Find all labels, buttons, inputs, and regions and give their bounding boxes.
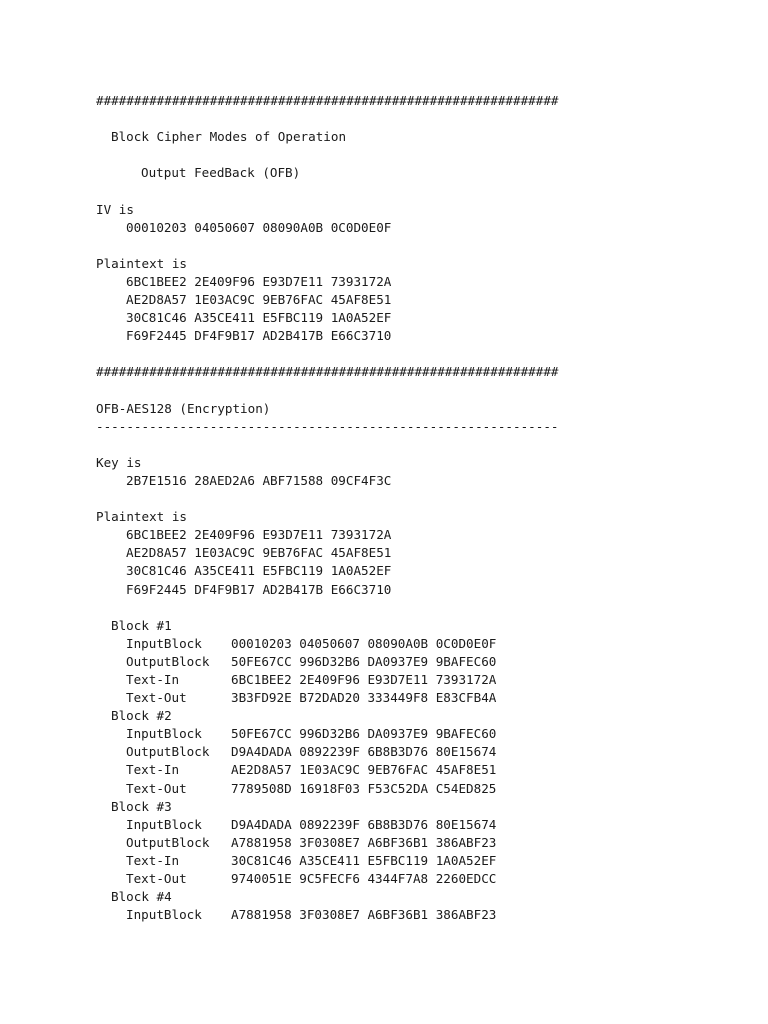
block-row-value: 6BC1BEE2 2E409F96 E93D7E11 7393172A [231,672,497,687]
block-row [96,816,736,834]
block-row [96,671,736,689]
block-row-label: Text-Out [126,690,187,706]
block-row [96,834,736,852]
block-title: Block #2 [111,708,172,724]
spacer [96,436,736,454]
block-row-value: A7881958 3F0308E7 A6BF36B1 386ABF23 [231,907,497,923]
block-row [96,761,736,779]
iv-value: 00010203 04050607 08090A0B 0C0D0E0F [126,219,392,235]
block-row-value: AE2D8A57 1E03AC9C 9EB76FAC 45AF8E51 [231,762,497,778]
block-row-label: InputBlock [126,816,202,832]
spacer [96,146,736,164]
block-row-value: 00010203 04050607 08090A0B 0C0D0E0F [231,635,497,651]
hash-separator: ############################################################# [96,364,559,380]
block-row-label: Text-In [126,852,180,868]
block-row-label: Text-Out [126,780,187,796]
block-row [96,635,736,653]
block-row-value: D9A4DADA 0892239F 6B8B3D76 80E15674 [231,816,497,832]
block-row [96,906,736,924]
plaintext-line: 30C81C46 A35CE411 E5FBC119 1A0A52EF [126,310,392,326]
document-title: Block Cipher Modes of Operation [111,129,347,145]
section-title: OFB-AES128 (Encryption) [96,400,271,416]
block-row-label: Text-Out [126,871,187,887]
section-plaintext-line: 30C81C46 A35CE411 E5FBC119 1A0A52EF [126,563,392,579]
block-row-label: InputBlock [126,907,202,923]
block-title: Block #4 [111,889,172,905]
spacer [96,237,736,255]
block-row-label: OutputBlock [126,653,210,669]
block-row [96,743,736,761]
hash-separator: ############################################################# [96,93,559,108]
block-row-value: 3B3FD92E B72DAD20 333449F8 E83CFB4A [231,690,497,706]
block-row [96,689,736,707]
plaintext-label: Plaintext is [96,255,187,271]
block-row-label: InputBlock [126,635,202,651]
section-plaintext-line: F69F2445 DF4F9B17 AD2B417B E66C3710 [126,581,392,597]
block-row-label: OutputBlock [126,834,210,850]
block-row-value: 9740051E 9C5FECF6 4344F7A8 2260EDCC [231,871,497,887]
block-row-value: 30C81C46 A35CE411 E5FBC119 1A0A52EF [231,852,497,868]
spacer [96,382,736,400]
spacer [96,110,736,128]
spacer [96,345,736,363]
dash-separator: ------------------------------------------------------------- [96,418,559,434]
spacer [96,490,736,508]
block-row-value: 50FE67CC 996D32B6 DA0937E9 9BAFEC60 [231,726,497,742]
mode-subtitle: Output FeedBack (OFB) [141,165,301,181]
block-title: Block #3 [111,798,172,814]
block-row-value: 7789508D 16918F03 F53C52DA C54ED825 [231,780,497,796]
block-title: Block #1 [111,617,172,633]
block-row-label: Text-In [126,672,180,687]
plaintext-line: F69F2445 DF4F9B17 AD2B417B E66C3710 [126,328,392,344]
plaintext-line: AE2D8A57 1E03AC9C 9EB76FAC 45AF8E51 [126,292,392,308]
iv-label: IV is [96,201,134,217]
block-row [96,653,736,671]
block-row [96,725,736,743]
block-row-label: OutputBlock [126,744,210,760]
block-row [96,852,736,870]
section-plaintext-line: AE2D8A57 1E03AC9C 9EB76FAC 45AF8E51 [126,545,392,561]
block-row-value: A7881958 3F0308E7 A6BF36B1 386ABF23 [231,834,497,850]
spacer [96,182,736,200]
block-row-value: 50FE67CC 996D32B6 DA0937E9 9BAFEC60 [231,653,497,669]
block-row-value: D9A4DADA 0892239F 6B8B3D76 80E15674 [231,744,497,760]
block-row-label: Text-In [126,762,180,778]
spacer [96,599,736,617]
block-row [96,780,736,798]
section-plaintext-line: 6BC1BEE2 2E409F96 E93D7E11 7393172A [126,527,392,543]
block-row [96,870,736,888]
key-value: 2B7E1516 28AED2A6 ABF71588 09CF4F3C [126,472,392,488]
key-label: Key is [96,454,142,470]
block-row-label: InputBlock [126,726,202,742]
section-plaintext-label: Plaintext is [96,509,187,525]
plaintext-line: 6BC1BEE2 2E409F96 E93D7E11 7393172A [126,273,392,289]
document-page [96,92,736,924]
